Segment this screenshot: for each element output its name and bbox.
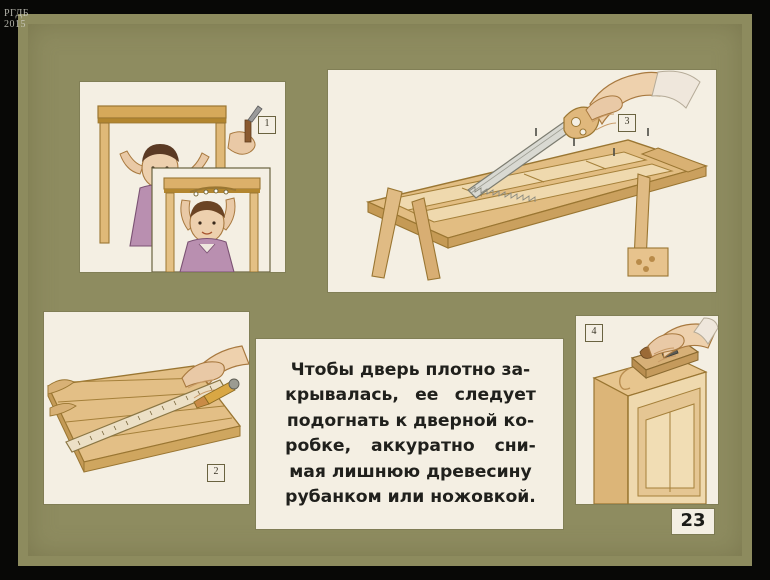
illustration-panel-4 [576,316,718,504]
watermark-line-1: РГДБ [4,8,30,19]
watermark-line-2: 2015 [4,19,26,30]
illustration-panel-3 [328,70,716,292]
watermark [4,8,29,30]
illustration-panel-2 [44,312,249,504]
panel-4-number: 4 [585,324,603,342]
caption-line-5: мая лишнюю древесину [289,461,532,482]
panel-3-number: 3 [618,114,636,132]
caption-card [256,339,563,529]
caption-line-6: рубанком или ножовкой. [285,487,536,507]
slide-mount [18,14,752,566]
caption-line-2: крывалась, ее следует [285,385,536,405]
panel-1-artwork [80,82,285,272]
panel-4-artwork [576,316,718,504]
illustration-panel-1 [80,82,285,272]
panel-1-number: 1 [258,116,276,134]
caption-line-4: робке, аккуратно сни- [285,436,536,456]
page-number-badge: 23 [672,509,714,534]
panel-3-artwork [328,70,716,292]
caption-line-3: подогнать к дверной ко- [286,410,535,431]
panel-2-number: 2 [207,464,225,482]
caption-text [269,352,550,517]
slide-mount-inner [28,24,742,556]
caption-line-1: Чтобы дверь плотно за- [290,359,531,380]
